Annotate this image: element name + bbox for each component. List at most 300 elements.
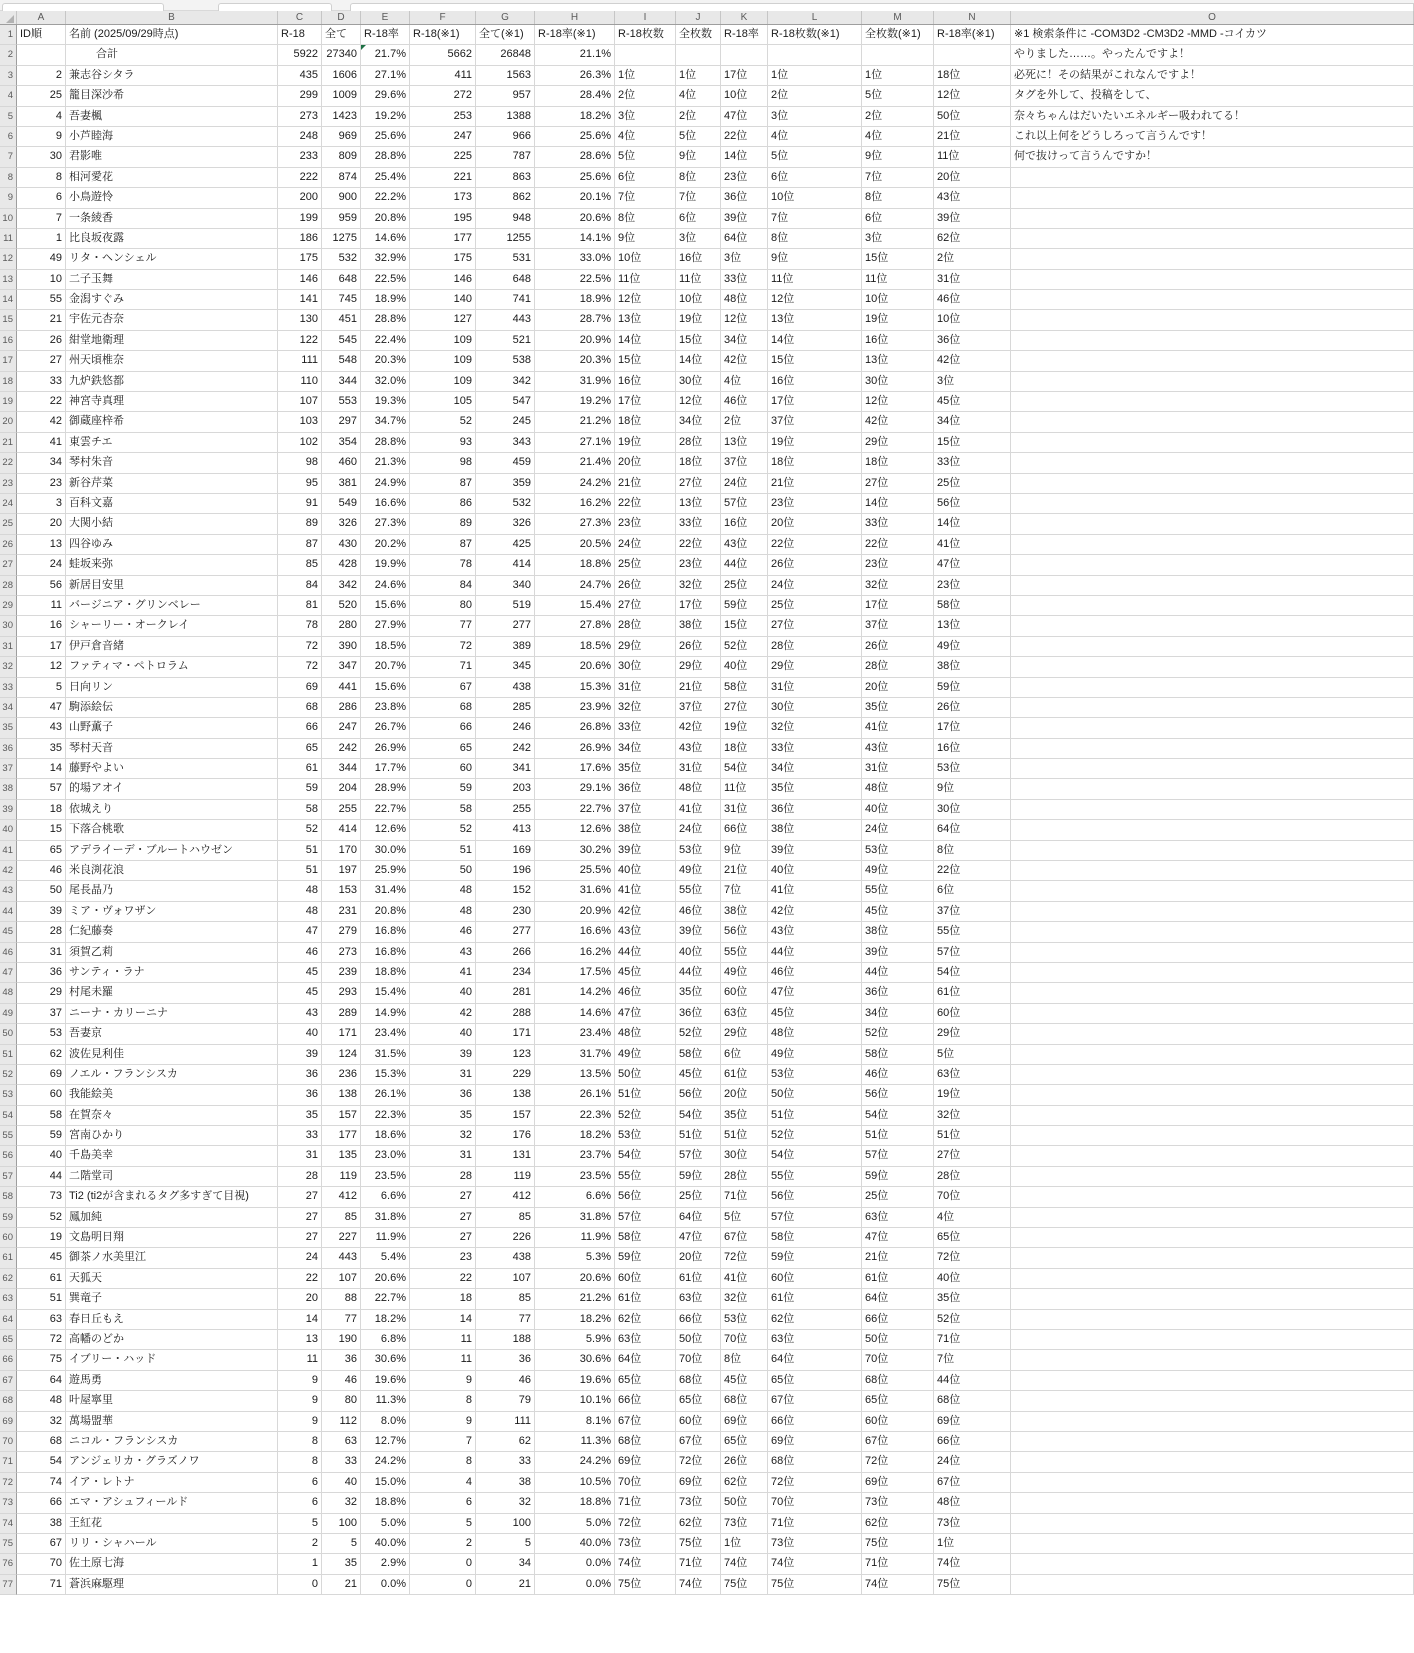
cell-J33[interactable]: 21位	[676, 678, 721, 698]
cell-K70[interactable]: 65位	[721, 1432, 768, 1452]
cell-E18[interactable]: 32.0%	[361, 372, 410, 392]
cell-D72[interactable]: 40	[322, 1473, 361, 1493]
cell-L32[interactable]: 29位	[768, 657, 862, 677]
cell-L14[interactable]: 12位	[768, 290, 862, 310]
cell-I64[interactable]: 62位	[615, 1310, 676, 1330]
cell-O7[interactable]: 何で抜けって言うんですか！	[1011, 147, 1414, 167]
cell-C65[interactable]: 13	[278, 1330, 322, 1350]
cell-L75[interactable]: 73位	[768, 1534, 862, 1554]
cell-D8[interactable]: 874	[322, 168, 361, 188]
cell-N23[interactable]: 25位	[934, 474, 1011, 494]
cell-M54[interactable]: 54位	[862, 1106, 934, 1126]
cell-M14[interactable]: 10位	[862, 290, 934, 310]
cell-I54[interactable]: 52位	[615, 1106, 676, 1126]
cell-M60[interactable]: 47位	[862, 1228, 934, 1248]
row-header-15[interactable]: 15	[0, 310, 17, 330]
cell-L33[interactable]: 31位	[768, 678, 862, 698]
row-header-24[interactable]: 24	[0, 494, 17, 514]
cell-O17[interactable]	[1011, 351, 1414, 371]
cell-O69[interactable]	[1011, 1412, 1414, 1432]
cell-G41[interactable]: 169	[476, 841, 535, 861]
cell-I43[interactable]: 41位	[615, 881, 676, 901]
cell-O11[interactable]	[1011, 229, 1414, 249]
cell-D16[interactable]: 545	[322, 331, 361, 351]
cell-E76[interactable]: 2.9%	[361, 1554, 410, 1574]
cell-F63[interactable]: 18	[410, 1289, 476, 1309]
cell-J4[interactable]: 4位	[676, 86, 721, 106]
cell-F51[interactable]: 39	[410, 1045, 476, 1065]
cell-I55[interactable]: 53位	[615, 1126, 676, 1146]
cell-M36[interactable]: 43位	[862, 739, 934, 759]
cell-O6[interactable]: これ以上何をどうしろって言うんです！	[1011, 127, 1414, 147]
cell-K69[interactable]: 69位	[721, 1412, 768, 1432]
row-header-66[interactable]: 66	[0, 1350, 17, 1370]
cell-J42[interactable]: 49位	[676, 861, 721, 881]
cell-N17[interactable]: 42位	[934, 351, 1011, 371]
cell-M31[interactable]: 26位	[862, 637, 934, 657]
cell-M7[interactable]: 9位	[862, 147, 934, 167]
row-header-23[interactable]: 23	[0, 474, 17, 494]
cell-O12[interactable]	[1011, 249, 1414, 269]
cell-E36[interactable]: 26.9%	[361, 739, 410, 759]
cell-F44[interactable]: 48	[410, 902, 476, 922]
cell-I70[interactable]: 68位	[615, 1432, 676, 1452]
cell-D6[interactable]: 969	[322, 127, 361, 147]
cell-J77[interactable]: 74位	[676, 1575, 721, 1595]
cell-H63[interactable]: 21.2%	[535, 1289, 615, 1309]
cell-J10[interactable]: 6位	[676, 209, 721, 229]
cell-E27[interactable]: 19.9%	[361, 555, 410, 575]
column-header-M[interactable]: M	[862, 11, 934, 24]
cell-K18[interactable]: 4位	[721, 372, 768, 392]
cell-G68[interactable]: 79	[476, 1391, 535, 1411]
cell-A57[interactable]: 44	[17, 1167, 66, 1187]
cell-M24[interactable]: 14位	[862, 494, 934, 514]
cell-I65[interactable]: 63位	[615, 1330, 676, 1350]
cell-M40[interactable]: 24位	[862, 820, 934, 840]
cell-K34[interactable]: 27位	[721, 698, 768, 718]
cell-H35[interactable]: 26.8%	[535, 718, 615, 738]
cell-L46[interactable]: 44位	[768, 943, 862, 963]
cell-H69[interactable]: 8.1%	[535, 1412, 615, 1432]
cell-F13[interactable]: 146	[410, 270, 476, 290]
cell-C19[interactable]: 107	[278, 392, 322, 412]
cell-B25[interactable]: 大関小結	[66, 514, 278, 534]
cell-A26[interactable]: 13	[17, 535, 66, 555]
cell-J3[interactable]: 1位	[676, 66, 721, 86]
cell-H52[interactable]: 13.5%	[535, 1065, 615, 1085]
cell-F1[interactable]: R-18(※1)	[410, 25, 476, 45]
cell-N43[interactable]: 6位	[934, 881, 1011, 901]
cell-K41[interactable]: 9位	[721, 841, 768, 861]
cell-C72[interactable]: 6	[278, 1473, 322, 1493]
row-header-69[interactable]: 69	[0, 1412, 17, 1432]
cell-G22[interactable]: 459	[476, 453, 535, 473]
cell-E19[interactable]: 19.3%	[361, 392, 410, 412]
cell-F58[interactable]: 27	[410, 1187, 476, 1207]
cell-H33[interactable]: 15.3%	[535, 678, 615, 698]
cell-F71[interactable]: 8	[410, 1452, 476, 1472]
cell-E63[interactable]: 22.7%	[361, 1289, 410, 1309]
cell-D41[interactable]: 170	[322, 841, 361, 861]
cell-J1[interactable]: 全枚数	[676, 25, 721, 45]
cell-I26[interactable]: 24位	[615, 535, 676, 555]
cell-B48[interactable]: 村尾未羅	[66, 983, 278, 1003]
row-header-27[interactable]: 27	[0, 555, 17, 575]
column-header-E[interactable]: E	[361, 11, 410, 24]
cell-N19[interactable]: 45位	[934, 392, 1011, 412]
cell-I71[interactable]: 69位	[615, 1452, 676, 1472]
formula-bar[interactable]	[350, 3, 1414, 11]
cell-F21[interactable]: 93	[410, 433, 476, 453]
cell-B65[interactable]: 高幡のどか	[66, 1330, 278, 1350]
cell-K15[interactable]: 12位	[721, 310, 768, 330]
cell-M45[interactable]: 38位	[862, 922, 934, 942]
cell-H13[interactable]: 22.5%	[535, 270, 615, 290]
cell-E28[interactable]: 24.6%	[361, 576, 410, 596]
cell-B16[interactable]: 紺堂地衛理	[66, 331, 278, 351]
cell-E14[interactable]: 18.9%	[361, 290, 410, 310]
cell-O45[interactable]	[1011, 922, 1414, 942]
cell-N15[interactable]: 10位	[934, 310, 1011, 330]
cell-N29[interactable]: 58位	[934, 596, 1011, 616]
cell-C61[interactable]: 24	[278, 1248, 322, 1268]
cell-B76[interactable]: 佐土原七海	[66, 1554, 278, 1574]
cell-A5[interactable]: 4	[17, 107, 66, 127]
column-header-L[interactable]: L	[768, 11, 862, 24]
cell-M33[interactable]: 20位	[862, 678, 934, 698]
row-header-39[interactable]: 39	[0, 800, 17, 820]
cell-F53[interactable]: 36	[410, 1085, 476, 1105]
cell-L45[interactable]: 43位	[768, 922, 862, 942]
row-header-17[interactable]: 17	[0, 351, 17, 371]
cell-D22[interactable]: 460	[322, 453, 361, 473]
cell-B42[interactable]: 米良渕花浪	[66, 861, 278, 881]
cell-H38[interactable]: 29.1%	[535, 779, 615, 799]
cell-G40[interactable]: 413	[476, 820, 535, 840]
cell-H57[interactable]: 23.5%	[535, 1167, 615, 1187]
cell-F20[interactable]: 52	[410, 412, 476, 432]
cell-G35[interactable]: 246	[476, 718, 535, 738]
cell-E41[interactable]: 30.0%	[361, 841, 410, 861]
cell-L34[interactable]: 30位	[768, 698, 862, 718]
cell-A64[interactable]: 63	[17, 1310, 66, 1330]
cell-J46[interactable]: 40位	[676, 943, 721, 963]
cell-D50[interactable]: 171	[322, 1024, 361, 1044]
cell-A27[interactable]: 24	[17, 555, 66, 575]
cell-A45[interactable]: 28	[17, 922, 66, 942]
cell-N50[interactable]: 29位	[934, 1024, 1011, 1044]
cell-E57[interactable]: 23.5%	[361, 1167, 410, 1187]
cell-B23[interactable]: 新谷芹菜	[66, 474, 278, 494]
row-header-6[interactable]: 6	[0, 127, 17, 147]
cell-H72[interactable]: 10.5%	[535, 1473, 615, 1493]
cell-O74[interactable]	[1011, 1514, 1414, 1534]
cell-L76[interactable]: 74位	[768, 1554, 862, 1574]
cell-L60[interactable]: 58位	[768, 1228, 862, 1248]
cell-G34[interactable]: 285	[476, 698, 535, 718]
cell-L43[interactable]: 41位	[768, 881, 862, 901]
cell-H32[interactable]: 20.6%	[535, 657, 615, 677]
cell-F29[interactable]: 80	[410, 596, 476, 616]
cell-I61[interactable]: 59位	[615, 1248, 676, 1268]
cell-F47[interactable]: 41	[410, 963, 476, 983]
cell-D32[interactable]: 347	[322, 657, 361, 677]
cell-B52[interactable]: ノエル・フランシスカ	[66, 1065, 278, 1085]
cell-N66[interactable]: 7位	[934, 1350, 1011, 1370]
cell-A72[interactable]: 74	[17, 1473, 66, 1493]
cell-E70[interactable]: 12.7%	[361, 1432, 410, 1452]
cell-C28[interactable]: 84	[278, 576, 322, 596]
cell-L74[interactable]: 71位	[768, 1514, 862, 1534]
cell-N74[interactable]: 73位	[934, 1514, 1011, 1534]
cell-O55[interactable]	[1011, 1126, 1414, 1146]
cell-O71[interactable]	[1011, 1452, 1414, 1472]
cell-E75[interactable]: 40.0%	[361, 1534, 410, 1554]
row-header-12[interactable]: 12	[0, 249, 17, 269]
cell-K58[interactable]: 71位	[721, 1187, 768, 1207]
cell-N32[interactable]: 38位	[934, 657, 1011, 677]
cell-D9[interactable]: 900	[322, 188, 361, 208]
row-header-67[interactable]: 67	[0, 1371, 17, 1391]
cell-N13[interactable]: 31位	[934, 270, 1011, 290]
cell-F18[interactable]: 109	[410, 372, 476, 392]
cell-H30[interactable]: 27.8%	[535, 616, 615, 636]
cell-G74[interactable]: 100	[476, 1514, 535, 1534]
cell-C34[interactable]: 68	[278, 698, 322, 718]
cell-H47[interactable]: 17.5%	[535, 963, 615, 983]
cell-C18[interactable]: 110	[278, 372, 322, 392]
cell-I14[interactable]: 12位	[615, 290, 676, 310]
cell-F42[interactable]: 50	[410, 861, 476, 881]
cell-I58[interactable]: 56位	[615, 1187, 676, 1207]
cell-N49[interactable]: 60位	[934, 1004, 1011, 1024]
cell-B33[interactable]: 日向リン	[66, 678, 278, 698]
cell-K48[interactable]: 60位	[721, 983, 768, 1003]
cell-C21[interactable]: 102	[278, 433, 322, 453]
cell-H27[interactable]: 18.8%	[535, 555, 615, 575]
cell-D61[interactable]: 443	[322, 1248, 361, 1268]
cell-M11[interactable]: 3位	[862, 229, 934, 249]
cell-K36[interactable]: 18位	[721, 739, 768, 759]
cell-B45[interactable]: 仁紀藤奏	[66, 922, 278, 942]
cell-E17[interactable]: 20.3%	[361, 351, 410, 371]
cell-E2[interactable]: 21.7%	[361, 45, 410, 65]
cell-G44[interactable]: 230	[476, 902, 535, 922]
cell-M37[interactable]: 31位	[862, 759, 934, 779]
cell-L47[interactable]: 46位	[768, 963, 862, 983]
cell-O47[interactable]	[1011, 963, 1414, 983]
cell-D20[interactable]: 297	[322, 412, 361, 432]
cell-I18[interactable]: 16位	[615, 372, 676, 392]
cell-L56[interactable]: 54位	[768, 1146, 862, 1166]
cell-A29[interactable]: 11	[17, 596, 66, 616]
row-header-60[interactable]: 60	[0, 1228, 17, 1248]
cell-I17[interactable]: 15位	[615, 351, 676, 371]
cell-M2[interactable]	[862, 45, 934, 65]
cell-N33[interactable]: 59位	[934, 678, 1011, 698]
cell-M27[interactable]: 23位	[862, 555, 934, 575]
cell-G56[interactable]: 131	[476, 1146, 535, 1166]
cell-E50[interactable]: 23.4%	[361, 1024, 410, 1044]
cell-J55[interactable]: 51位	[676, 1126, 721, 1146]
cell-G77[interactable]: 21	[476, 1575, 535, 1595]
cell-L6[interactable]: 4位	[768, 127, 862, 147]
cell-D73[interactable]: 32	[322, 1493, 361, 1513]
cell-D74[interactable]: 100	[322, 1514, 361, 1534]
cell-M13[interactable]: 11位	[862, 270, 934, 290]
cell-G47[interactable]: 234	[476, 963, 535, 983]
cell-L50[interactable]: 48位	[768, 1024, 862, 1044]
cell-F17[interactable]: 109	[410, 351, 476, 371]
cell-B3[interactable]: 兼志谷シタラ	[66, 66, 278, 86]
row-header-49[interactable]: 49	[0, 1004, 17, 1024]
cell-B61[interactable]: 御茶ノ水美里江	[66, 1248, 278, 1268]
cell-B71[interactable]: アンジェリカ・グラズノワ	[66, 1452, 278, 1472]
cell-C43[interactable]: 48	[278, 881, 322, 901]
cell-D64[interactable]: 77	[322, 1310, 361, 1330]
cell-L67[interactable]: 65位	[768, 1371, 862, 1391]
cell-O61[interactable]	[1011, 1248, 1414, 1268]
cell-F70[interactable]: 7	[410, 1432, 476, 1452]
cell-A40[interactable]: 15	[17, 820, 66, 840]
cell-C59[interactable]: 27	[278, 1208, 322, 1228]
cell-L41[interactable]: 39位	[768, 841, 862, 861]
cell-A17[interactable]: 27	[17, 351, 66, 371]
row-header-25[interactable]: 25	[0, 514, 17, 534]
cell-G61[interactable]: 438	[476, 1248, 535, 1268]
cell-B72[interactable]: イア・レトナ	[66, 1473, 278, 1493]
cell-I16[interactable]: 14位	[615, 331, 676, 351]
cell-H64[interactable]: 18.2%	[535, 1310, 615, 1330]
cell-M28[interactable]: 32位	[862, 576, 934, 596]
cell-B8[interactable]: 相河愛花	[66, 168, 278, 188]
cell-B40[interactable]: 下落合桃歌	[66, 820, 278, 840]
cell-B67[interactable]: 遊馬勇	[66, 1371, 278, 1391]
cell-O1[interactable]: ※1 検索条件に -COM3D2 -CM3D2 -MMD -コイカツ	[1011, 25, 1414, 45]
cell-O19[interactable]	[1011, 392, 1414, 412]
cell-M49[interactable]: 34位	[862, 1004, 934, 1024]
cell-N8[interactable]: 20位	[934, 168, 1011, 188]
cell-F7[interactable]: 225	[410, 147, 476, 167]
row-header-75[interactable]: 75	[0, 1534, 17, 1554]
cell-I23[interactable]: 21位	[615, 474, 676, 494]
cell-K53[interactable]: 20位	[721, 1085, 768, 1105]
cell-N3[interactable]: 18位	[934, 66, 1011, 86]
cell-L57[interactable]: 55位	[768, 1167, 862, 1187]
cell-K64[interactable]: 53位	[721, 1310, 768, 1330]
cell-N71[interactable]: 24位	[934, 1452, 1011, 1472]
cell-L35[interactable]: 32位	[768, 718, 862, 738]
cell-I21[interactable]: 19位	[615, 433, 676, 453]
cell-I50[interactable]: 48位	[615, 1024, 676, 1044]
cell-G54[interactable]: 157	[476, 1106, 535, 1126]
cell-N22[interactable]: 33位	[934, 453, 1011, 473]
row-header-37[interactable]: 37	[0, 759, 17, 779]
cell-K10[interactable]: 39位	[721, 209, 768, 229]
cell-N12[interactable]: 2位	[934, 249, 1011, 269]
cell-M47[interactable]: 44位	[862, 963, 934, 983]
cell-A31[interactable]: 17	[17, 637, 66, 657]
cell-E32[interactable]: 20.7%	[361, 657, 410, 677]
cell-C9[interactable]: 200	[278, 188, 322, 208]
cell-I8[interactable]: 6位	[615, 168, 676, 188]
cell-G17[interactable]: 538	[476, 351, 535, 371]
cell-D2[interactable]: 27340	[322, 45, 361, 65]
cell-I63[interactable]: 61位	[615, 1289, 676, 1309]
cell-G52[interactable]: 229	[476, 1065, 535, 1085]
cell-G38[interactable]: 203	[476, 779, 535, 799]
cell-H7[interactable]: 28.6%	[535, 147, 615, 167]
cell-M68[interactable]: 65位	[862, 1391, 934, 1411]
cell-J52[interactable]: 45位	[676, 1065, 721, 1085]
cell-F64[interactable]: 14	[410, 1310, 476, 1330]
cell-K35[interactable]: 19位	[721, 718, 768, 738]
cell-E7[interactable]: 28.8%	[361, 147, 410, 167]
row-header-8[interactable]: 8	[0, 168, 17, 188]
cell-K27[interactable]: 44位	[721, 555, 768, 575]
cell-A44[interactable]: 39	[17, 902, 66, 922]
cell-B29[interactable]: バージニア・グリンベレー	[66, 596, 278, 616]
cell-K65[interactable]: 70位	[721, 1330, 768, 1350]
cell-E4[interactable]: 29.6%	[361, 86, 410, 106]
cell-E10[interactable]: 20.8%	[361, 209, 410, 229]
cell-J19[interactable]: 12位	[676, 392, 721, 412]
cell-C31[interactable]: 72	[278, 637, 322, 657]
cell-J38[interactable]: 48位	[676, 779, 721, 799]
cell-O39[interactable]	[1011, 800, 1414, 820]
cell-H10[interactable]: 20.6%	[535, 209, 615, 229]
cell-F56[interactable]: 31	[410, 1146, 476, 1166]
cell-O22[interactable]	[1011, 453, 1414, 473]
cell-E39[interactable]: 22.7%	[361, 800, 410, 820]
cell-N1[interactable]: R-18率(※1)	[934, 25, 1011, 45]
cell-A59[interactable]: 52	[17, 1208, 66, 1228]
cell-F19[interactable]: 105	[410, 392, 476, 412]
cell-M19[interactable]: 12位	[862, 392, 934, 412]
cell-A34[interactable]: 47	[17, 698, 66, 718]
cell-K40[interactable]: 66位	[721, 820, 768, 840]
cell-B74[interactable]: 王紅花	[66, 1514, 278, 1534]
cell-J41[interactable]: 53位	[676, 841, 721, 861]
cell-B15[interactable]: 宇佐元杏奈	[66, 310, 278, 330]
cell-L48[interactable]: 47位	[768, 983, 862, 1003]
cell-K38[interactable]: 11位	[721, 779, 768, 799]
cell-G5[interactable]: 1388	[476, 107, 535, 127]
cell-E22[interactable]: 21.3%	[361, 453, 410, 473]
cell-F3[interactable]: 411	[410, 66, 476, 86]
cell-I5[interactable]: 3位	[615, 107, 676, 127]
cell-B11[interactable]: 比良坂夜露	[66, 229, 278, 249]
cell-H11[interactable]: 14.1%	[535, 229, 615, 249]
row-header-74[interactable]: 74	[0, 1514, 17, 1534]
cell-I40[interactable]: 38位	[615, 820, 676, 840]
cell-H4[interactable]: 28.4%	[535, 86, 615, 106]
cell-N10[interactable]: 39位	[934, 209, 1011, 229]
cell-I47[interactable]: 45位	[615, 963, 676, 983]
cell-L17[interactable]: 15位	[768, 351, 862, 371]
cell-O70[interactable]	[1011, 1432, 1414, 1452]
column-header-A[interactable]: A	[17, 11, 66, 24]
cell-H3[interactable]: 26.3%	[535, 66, 615, 86]
cell-G30[interactable]: 277	[476, 616, 535, 636]
cell-N45[interactable]: 55位	[934, 922, 1011, 942]
cell-A15[interactable]: 21	[17, 310, 66, 330]
cell-C47[interactable]: 45	[278, 963, 322, 983]
cell-A58[interactable]: 73	[17, 1187, 66, 1207]
cell-D45[interactable]: 279	[322, 922, 361, 942]
row-header-36[interactable]: 36	[0, 739, 17, 759]
